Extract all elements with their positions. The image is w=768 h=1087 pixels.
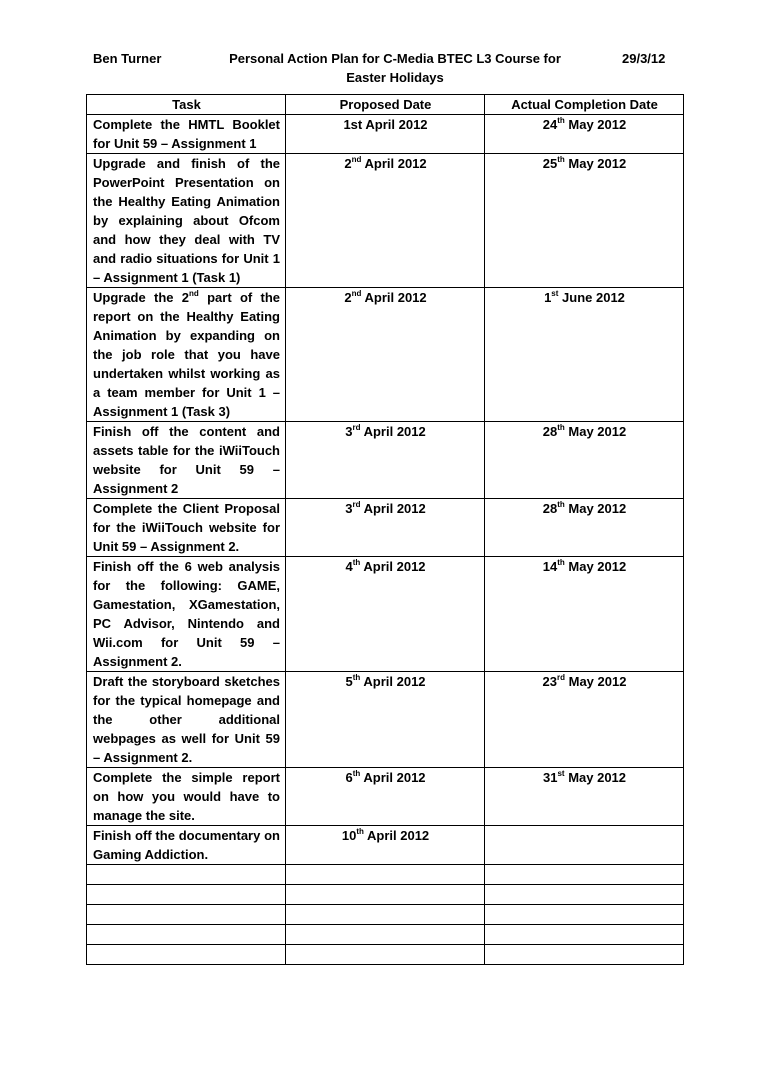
- empty-cell: [87, 925, 286, 945]
- proposed-date-cell: 4th April 2012: [286, 557, 485, 672]
- task-cell: Finish off the content and assets table for the iWiiTouch website for Unit 59 – Assignment 2: [87, 422, 286, 499]
- empty-table-row: [87, 945, 684, 965]
- empty-cell: [286, 885, 485, 905]
- empty-cell: [87, 945, 286, 965]
- proposed-date-cell: 5th April 2012: [286, 672, 485, 768]
- proposed-date-cell: 2nd April 2012: [286, 288, 485, 422]
- empty-cell: [485, 865, 684, 885]
- empty-table-row: [87, 905, 684, 925]
- column-header-actual-date: Actual Completion Date: [485, 95, 684, 115]
- empty-table-row: [87, 925, 684, 945]
- empty-cell: [286, 905, 485, 925]
- empty-cell: [87, 885, 286, 905]
- empty-cell: [286, 925, 485, 945]
- empty-cell: [87, 905, 286, 925]
- table-row: [87, 115, 684, 154]
- task-cell: Upgrade and finish of the PowerPoint Presentation on the Healthy Eating Animation by explaining about Ofcom and how they deal with TV and radio situations for Unit 1 – Assignment 1 (Task 1): [87, 154, 286, 288]
- actual-date-cell: 28th May 2012: [485, 499, 684, 557]
- task-cell: Complete the simple report on how you would have to manage the site.: [87, 768, 286, 826]
- empty-cell: [485, 945, 684, 965]
- actual-date-cell: 14th May 2012: [485, 557, 684, 672]
- actual-date-cell: [485, 826, 684, 865]
- document-date: 29/3/12: [622, 51, 666, 66]
- empty-table-row: [87, 865, 684, 885]
- task-cell: Complete the Client Proposal for the iWiiTouch website for Unit 59 – Assignment 2.: [87, 499, 286, 557]
- task-cell: Upgrade the 2nd part of the report on the Healthy Eating Animation by expanding on the job role that you have undertaken whilst working as a team member for Unit 1 – Assignment 1 (Task 3): [87, 288, 286, 422]
- table-row: [87, 154, 684, 288]
- actual-date-cell: 28th May 2012: [485, 422, 684, 499]
- column-header-proposed-date: Proposed Date: [286, 95, 485, 115]
- empty-cell: [286, 945, 485, 965]
- empty-cell: [485, 925, 684, 945]
- table-row: [87, 499, 684, 557]
- table-row: [87, 672, 684, 768]
- task-cell: Finish off the documentary on Gaming Addiction.: [87, 826, 286, 865]
- table-row: [87, 826, 684, 865]
- action-plan-table: [86, 94, 684, 965]
- task-cell: Draft the storyboard sketches for the typical homepage and the other additional webpages as well for Unit 59 – Assignment 2.: [87, 672, 286, 768]
- table-row: [87, 768, 684, 826]
- table-row: [87, 422, 684, 499]
- table-row: [87, 288, 684, 422]
- proposed-date-cell: 2nd April 2012: [286, 154, 485, 288]
- table-header-row: [87, 95, 684, 115]
- actual-date-cell: 31st May 2012: [485, 768, 684, 826]
- empty-table-row: [87, 885, 684, 905]
- empty-cell: [87, 865, 286, 885]
- task-cell: Finish off the 6 web analysis for the following: GAME, Gamestation, XGamestation, PC Advisor, Nintendo and Wii.com for Unit 59 – Assignment 2.: [87, 557, 286, 672]
- actual-date-cell: 23rd May 2012: [485, 672, 684, 768]
- proposed-date-cell: 10th April 2012: [286, 826, 485, 865]
- proposed-date-cell: 1st April 2012: [286, 115, 485, 154]
- empty-cell: [485, 905, 684, 925]
- proposed-date-cell: 3rd April 2012: [286, 499, 485, 557]
- proposed-date-cell: 6th April 2012: [286, 768, 485, 826]
- proposed-date-cell: 3rd April 2012: [286, 422, 485, 499]
- empty-cell: [485, 885, 684, 905]
- actual-date-cell: 25th May 2012: [485, 154, 684, 288]
- document-title: Personal Action Plan for C-Media BTEC L3 Course for Easter Holidays: [229, 51, 561, 85]
- table-row: [87, 557, 684, 672]
- task-cell: Complete the HMTL Booklet for Unit 59 – Assignment 1: [87, 115, 286, 154]
- actual-date-cell: 24th May 2012: [485, 115, 684, 154]
- empty-cell: [286, 865, 485, 885]
- author-name: Ben Turner: [93, 51, 162, 66]
- column-header-task: Task: [87, 95, 286, 115]
- actual-date-cell: 1st June 2012: [485, 288, 684, 422]
